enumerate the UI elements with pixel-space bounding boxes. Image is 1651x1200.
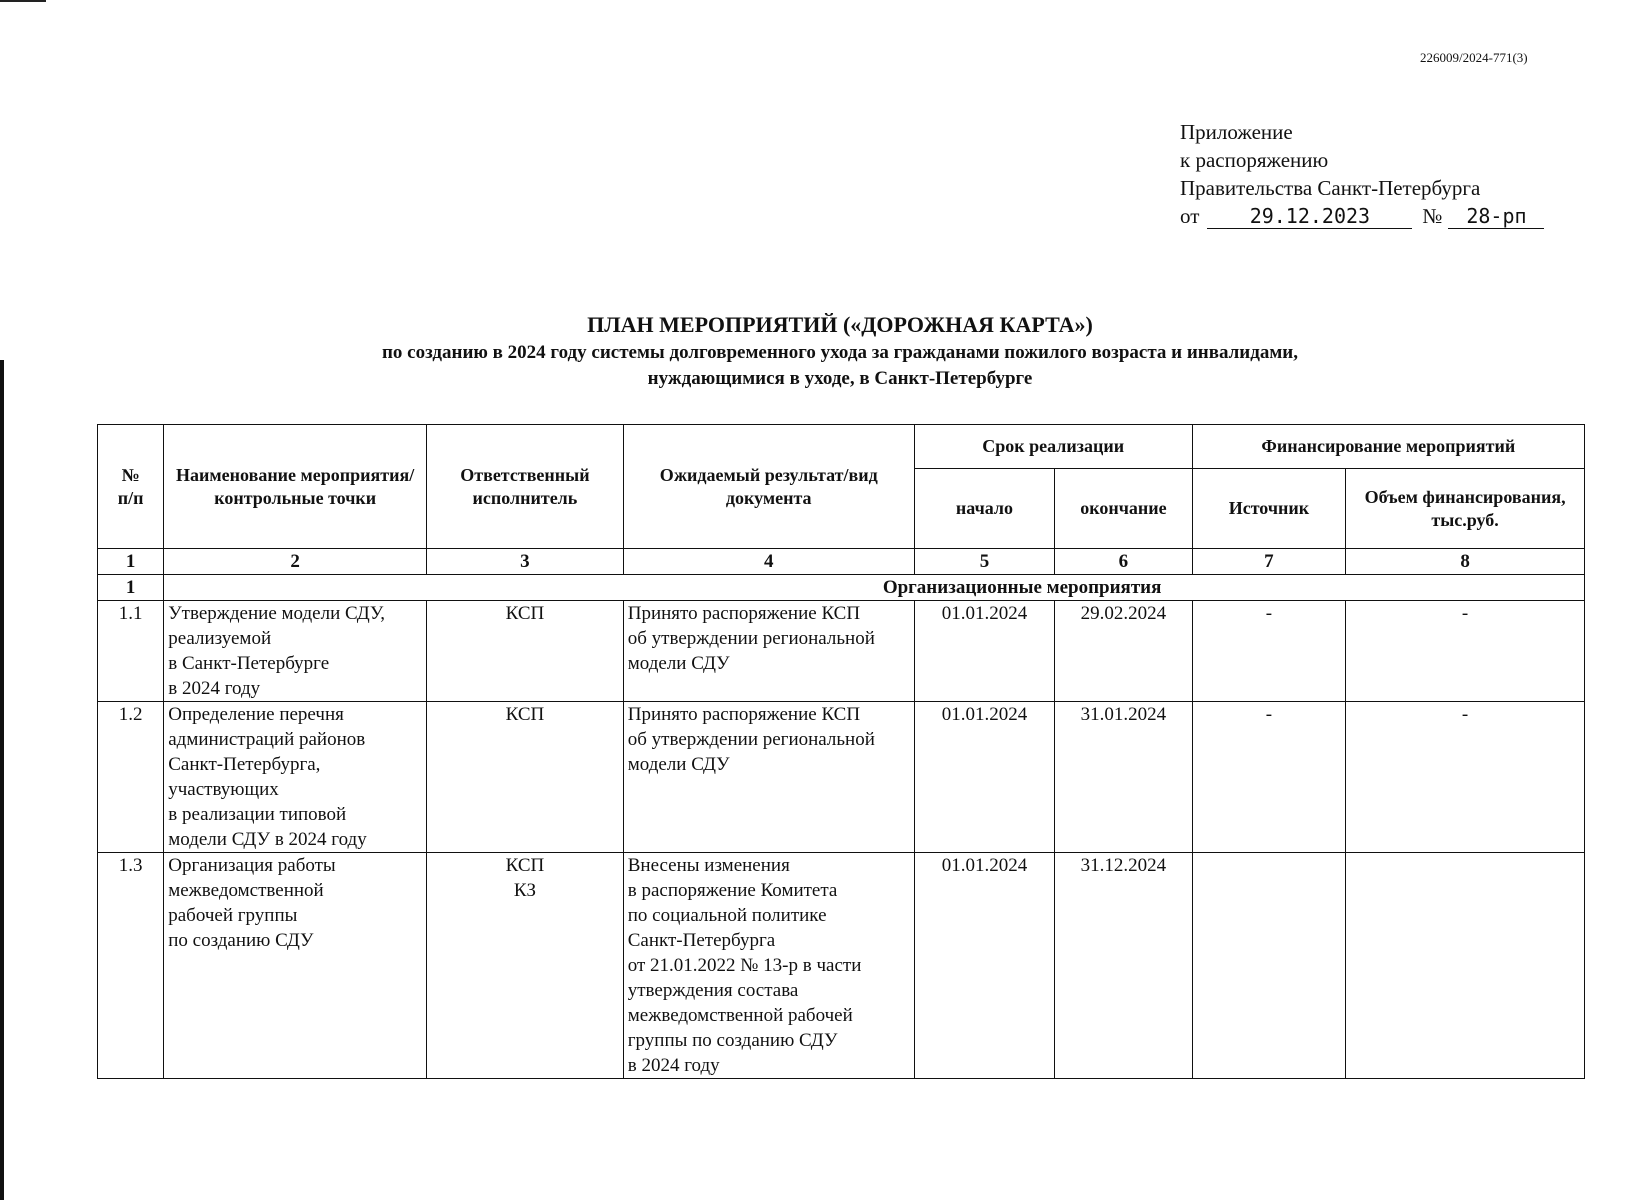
- number-prefix: №: [1422, 204, 1443, 228]
- section-number: 1: [98, 575, 164, 601]
- appendix-line-1: Приложение: [1180, 120, 1293, 144]
- row-number: 1.3: [98, 853, 164, 1079]
- row-number: 1.1: [98, 601, 164, 702]
- date-prefix: от: [1180, 204, 1200, 228]
- plan-title: [180, 310, 1500, 392]
- plan-table: [97, 424, 1585, 1079]
- row-start-date: 01.01.2024: [914, 702, 1054, 853]
- row-start-date: 01.01.2024: [914, 853, 1054, 1079]
- document-code: 226009/2024-771(3): [1420, 50, 1528, 65]
- appendix-block: [1180, 118, 1544, 230]
- column-number: 6: [1055, 549, 1192, 575]
- header-source: Источник: [1192, 469, 1346, 549]
- column-number: 7: [1192, 549, 1346, 575]
- header-volume: Объем финансирования, тыс.руб.: [1346, 469, 1585, 549]
- column-number: 8: [1346, 549, 1585, 575]
- row-result: Внесены изменения в распоряжение Комитета по социальной политике Санкт-Петербурга от 21.01.2022 № 13-р в части утверждения состава межведомственной рабочей группы по созданию СДУ в 2024 году: [623, 853, 914, 1079]
- appendix-date-line: [1180, 202, 1544, 230]
- row-start-date: 01.01.2024: [914, 601, 1054, 702]
- row-name: Определение перечня администраций районов Санкт-Петербурга, участвующих в реализации типовой модели СДУ в 2024 году: [164, 702, 427, 853]
- title-sub-2: нуждающимися в уходе, в Санкт-Петербурге: [647, 368, 1033, 389]
- appendix-line-2: к распоряжению: [1180, 148, 1329, 172]
- decree-date: 29.12.2023: [1207, 204, 1412, 229]
- column-number: 5: [914, 549, 1054, 575]
- header-start: начало: [914, 469, 1054, 549]
- column-number: 3: [427, 549, 624, 575]
- appendix-line-3: Правительства Санкт-Петербурга: [1180, 176, 1481, 200]
- row-end-date: 31.12.2024: [1055, 853, 1192, 1079]
- row-number: 1.2: [98, 702, 164, 853]
- row-name: Утверждение модели СДУ, реализуемой в Санкт-Петербурге в 2024 году: [164, 601, 427, 702]
- row-volume: -: [1346, 702, 1585, 853]
- column-number-row: [98, 549, 1585, 575]
- row-responsible: КСП: [427, 601, 624, 702]
- header-name: Наименование мероприятия/ контрольные точки: [164, 425, 427, 549]
- table-row: [98, 601, 1585, 702]
- row-end-date: 31.01.2024: [1055, 702, 1192, 853]
- row-end-date: 29.02.2024: [1055, 601, 1192, 702]
- row-volume: [1346, 853, 1585, 1079]
- header-num: № п/п: [98, 425, 164, 549]
- header-responsible: Ответственный исполнитель: [427, 425, 624, 549]
- section-title: Организационные мероприятия: [164, 575, 1585, 601]
- section-row: [98, 575, 1585, 601]
- row-source: [1192, 853, 1346, 1079]
- row-responsible: КСП: [427, 702, 624, 853]
- column-number: 4: [623, 549, 914, 575]
- column-number: 1: [98, 549, 164, 575]
- header-period: Срок реализации: [914, 425, 1192, 469]
- table-header-row: [98, 425, 1585, 469]
- row-responsible: КСП КЗ: [427, 853, 624, 1079]
- row-source: -: [1192, 601, 1346, 702]
- row-result: Принято распоряжение КСП об утверждении региональной модели СДУ: [623, 601, 914, 702]
- scan-edge-mark: [0, 0, 46, 2]
- decree-number: 28-рп: [1448, 204, 1544, 229]
- title-main: ПЛАН МЕРОПРИЯТИЙ («ДОРОЖНАЯ КАРТА»): [587, 312, 1093, 337]
- row-source: -: [1192, 702, 1346, 853]
- title-sub-1: по созданию в 2024 году системы долговременного ухода за гражданами пожилого возраста и инвалидами,: [381, 342, 1299, 363]
- table-row: [98, 702, 1585, 853]
- header-financing: Финансирование мероприятий: [1192, 425, 1584, 469]
- table-row: [98, 853, 1585, 1079]
- row-result: Принято распоряжение КСП об утверждении региональной модели СДУ: [623, 702, 914, 853]
- header-end: окончание: [1055, 469, 1192, 549]
- row-name: Организация работы межведомственной рабочей группы по созданию СДУ: [164, 853, 427, 1079]
- row-volume: -: [1346, 601, 1585, 702]
- column-number: 2: [164, 549, 427, 575]
- scan-edge-mark-left: [0, 360, 4, 1200]
- header-result: Ожидаемый результат/вид документа: [623, 425, 914, 549]
